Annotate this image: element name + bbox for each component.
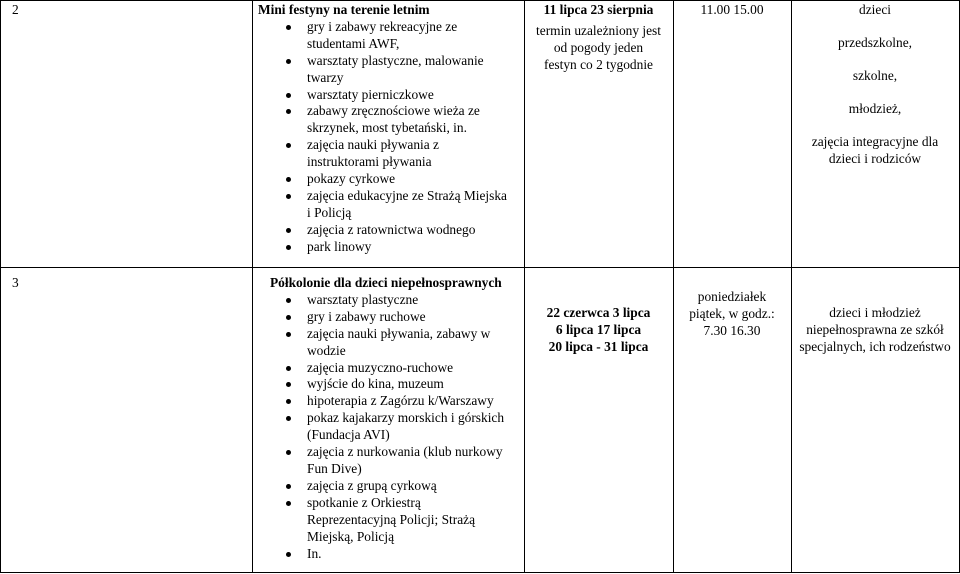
time-text: poniedziałek xyxy=(697,289,767,304)
list-item: pokaz kajakarzy morskich i górskich (Fundacja AVI) xyxy=(258,410,520,444)
row-number: 2 xyxy=(12,2,19,17)
bullet-icon xyxy=(286,177,291,182)
participant-group: dzieci i rodziców xyxy=(828,150,922,166)
list-item: pokazy cyrkowe xyxy=(258,171,520,188)
list-item: warsztaty pierniczkowe xyxy=(258,87,520,104)
time-text: piątek, w godz.: xyxy=(689,305,775,321)
bullet-icon xyxy=(286,109,291,114)
list-item: gry i zabawy rekreacyjne ze studentami AWF, xyxy=(258,19,520,53)
date-range: 22 czerwca 3 lipca xyxy=(546,305,651,320)
list-item: zajęcia z ratownictwa wodnego xyxy=(258,222,520,239)
list-item: park linowy xyxy=(258,239,520,256)
list-item: zajęcia muzyczno-ruchowe xyxy=(258,360,520,377)
participants-cell xyxy=(791,2,959,167)
bullet-icon xyxy=(286,194,291,199)
row-number: 3 xyxy=(12,275,19,290)
bullet-icon xyxy=(286,332,291,337)
participant-group: młodzież, xyxy=(848,100,902,116)
date-note: od pogody jeden xyxy=(553,39,644,55)
bullet-icon xyxy=(286,484,291,489)
list-item: zajęcia nauki pływania, zabawy w wodzie xyxy=(258,326,520,360)
activity-title: Mini festyny na terenie letnim xyxy=(258,2,430,17)
bullet-icon xyxy=(286,315,291,320)
list-item: gry i zabawy ruchowe xyxy=(258,309,520,326)
date-note: festyn co 2 tygodnie xyxy=(544,56,653,72)
bullet-icon xyxy=(286,143,291,148)
list-item: warsztaty plastyczne, malowanie twarzy xyxy=(258,53,520,87)
bullet-icon xyxy=(286,416,291,421)
time-cell xyxy=(673,289,791,340)
participant-group: dzieci xyxy=(859,2,891,17)
activity-cell xyxy=(252,2,524,256)
date-range: 20 lipca - 31 lipca xyxy=(548,338,649,354)
bullet-icon xyxy=(286,501,291,506)
bullet-icon xyxy=(286,245,291,250)
date-cell xyxy=(524,305,673,356)
participant-group: przedszkolne, xyxy=(838,34,912,50)
activity-list xyxy=(258,19,524,256)
list-item: spotkanie z Orkiestrą Reprezentacyjną Policji; Strażą Miejską, Policją xyxy=(258,495,520,546)
participant-group: zajęcia integracyjne dla xyxy=(811,133,939,149)
bullet-icon xyxy=(286,25,291,30)
activity-cell xyxy=(252,275,524,562)
bullet-icon xyxy=(286,366,291,371)
list-item: zajęcia edukacyjne ze Strażą Miejska i Policją xyxy=(258,188,520,222)
column-divider xyxy=(673,0,674,573)
bullet-icon xyxy=(286,93,291,98)
time-cell: 11.00 15.00 xyxy=(700,2,764,17)
participant-group: specjalnych, ich rodzeństwo xyxy=(799,338,951,354)
bullet-icon xyxy=(286,399,291,404)
date-range: 11 lipca 23 sierpnia xyxy=(543,2,654,17)
participants-cell xyxy=(791,305,959,356)
list-item: zabawy zręcznościowe wieża ze skrzynek, most tybetański, in. xyxy=(258,103,520,137)
column-divider xyxy=(524,0,525,573)
activity-title: Półkolonie dla dzieci niepełnosprawnych xyxy=(270,275,502,290)
list-item: zajęcia z grupą cyrkową xyxy=(258,478,520,495)
bullet-icon xyxy=(286,382,291,387)
bullet-icon xyxy=(286,298,291,303)
row-divider xyxy=(0,267,960,268)
participant-group: niepełnosprawna ze szkół xyxy=(806,321,944,337)
participant-group: dzieci i młodzież xyxy=(829,305,921,320)
list-item: zajęcia z nurkowania (klub nurkowy Fun Dive) xyxy=(258,444,520,478)
list-item: In. xyxy=(258,546,520,563)
table-border-bottom xyxy=(0,572,960,573)
table-border-top xyxy=(0,0,960,1)
bullet-icon xyxy=(286,228,291,233)
bullet-icon xyxy=(286,552,291,557)
participant-group: szkolne, xyxy=(852,67,898,83)
activity-list xyxy=(258,292,524,563)
bullet-icon xyxy=(286,450,291,455)
bullet-icon xyxy=(286,59,291,64)
list-item: zajęcia nauki pływania z instruktorami pływania xyxy=(258,137,520,171)
date-range: 6 lipca 17 lipca xyxy=(555,321,642,337)
list-item: hipoterapia z Zagórzu k/Warszawy xyxy=(258,393,520,410)
time-text: 7.30 16.30 xyxy=(703,322,761,338)
date-note: termin uzależniony jest xyxy=(536,22,661,38)
list-item: warsztaty plastyczne xyxy=(258,292,520,309)
date-cell xyxy=(524,2,673,74)
list-item: wyjście do kina, muzeum xyxy=(258,376,520,393)
